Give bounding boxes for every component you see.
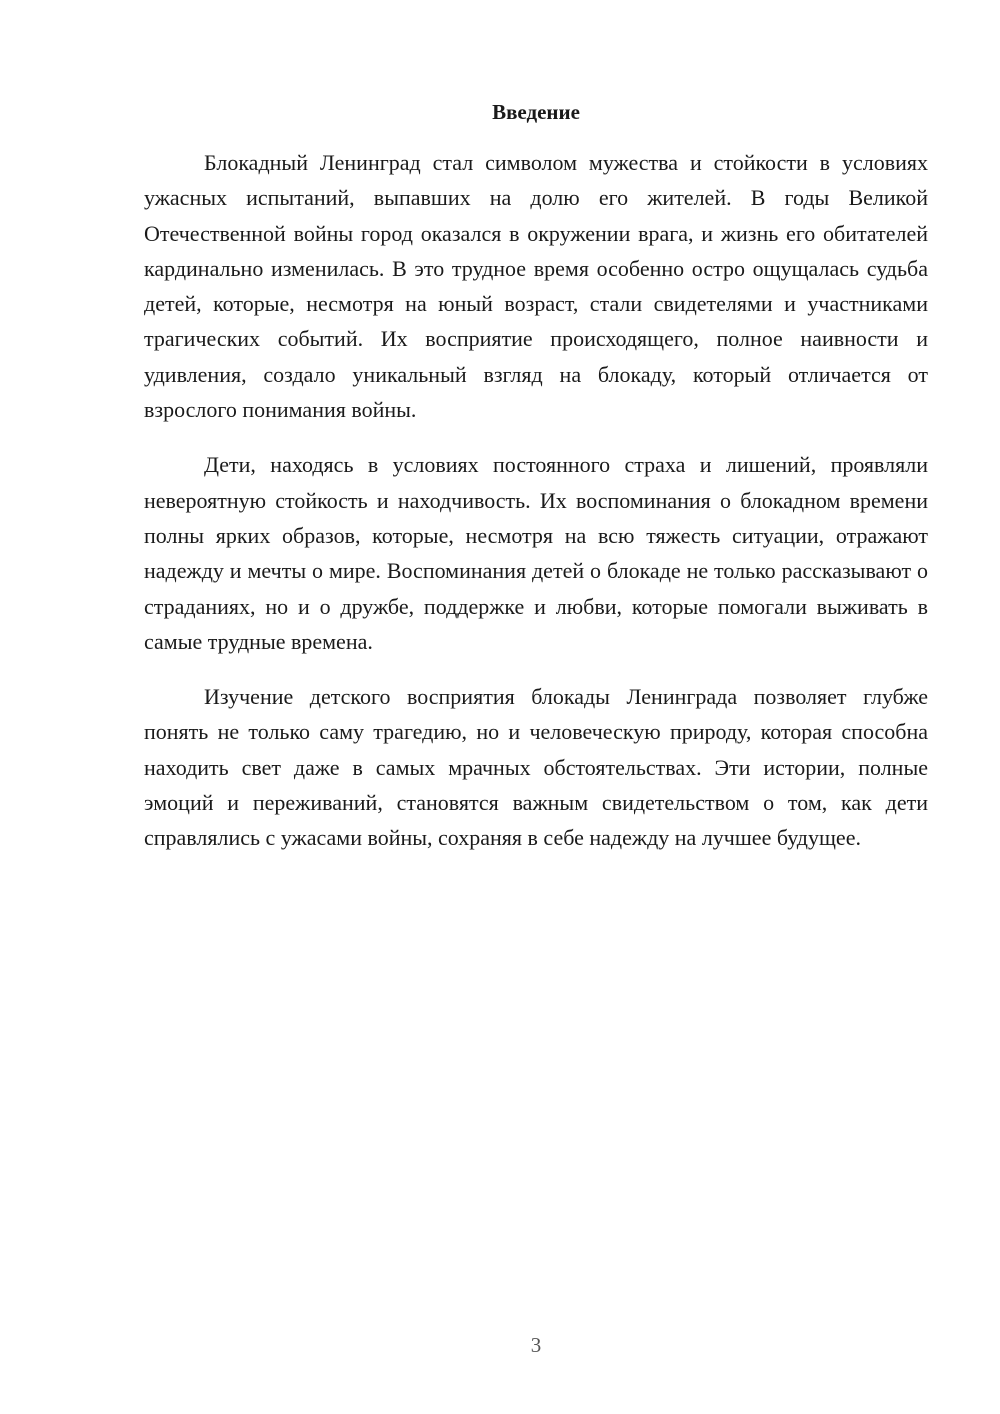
paragraph-3: Изучение детского восприятия блокады Ленинграда позволяет глубже понять не только саму трагедию, но и человеческую природу, которая способна находить свет даже в самых мрачных обстоятельствах. Эти истории, полные эмоций и переживаний, становятся важным свидетельством о том, как дети справлялись с ужасами войны, сохраняя в себе надежду на лучшее будущее. [144, 684, 928, 851]
page-number: 3 [530, 1333, 542, 1357]
document-body [144, 145, 928, 876]
paragraph-1: Блокадный Ленинград стал символом мужества и стойкости в условиях ужасных испытаний, выпавших на долю его жителей. В годы Великой Отечественной войны город оказался в окружении врага, и жизнь его обитателей кардинально изменилась. В это трудное время особенно остро ощущалась судьба детей, которые, несмотря на юный возраст, стали свидетелями и участниками трагических событий. Их восприятие происходящего, полное наивности и удивления, создало уникальный взгляд на блокаду, который отличается от взрослого понимания войны. [144, 150, 928, 423]
paragraph-2: Дети, находясь в условиях постоянного страха и лишений, проявляли невероятную стойкость и находчивость. Их воспоминания о блокадном времени полны ярких образов, которые, несмотря на всю тяжесть ситуации, отражают надежду и мечты о мире. Воспоминания детей о блокаде не только рассказывают о страданиях, но и о дружбе, поддержке и любви, которые помогали выживать в самые трудные времена. [144, 452, 928, 654]
section-heading: Введение [492, 100, 580, 124]
